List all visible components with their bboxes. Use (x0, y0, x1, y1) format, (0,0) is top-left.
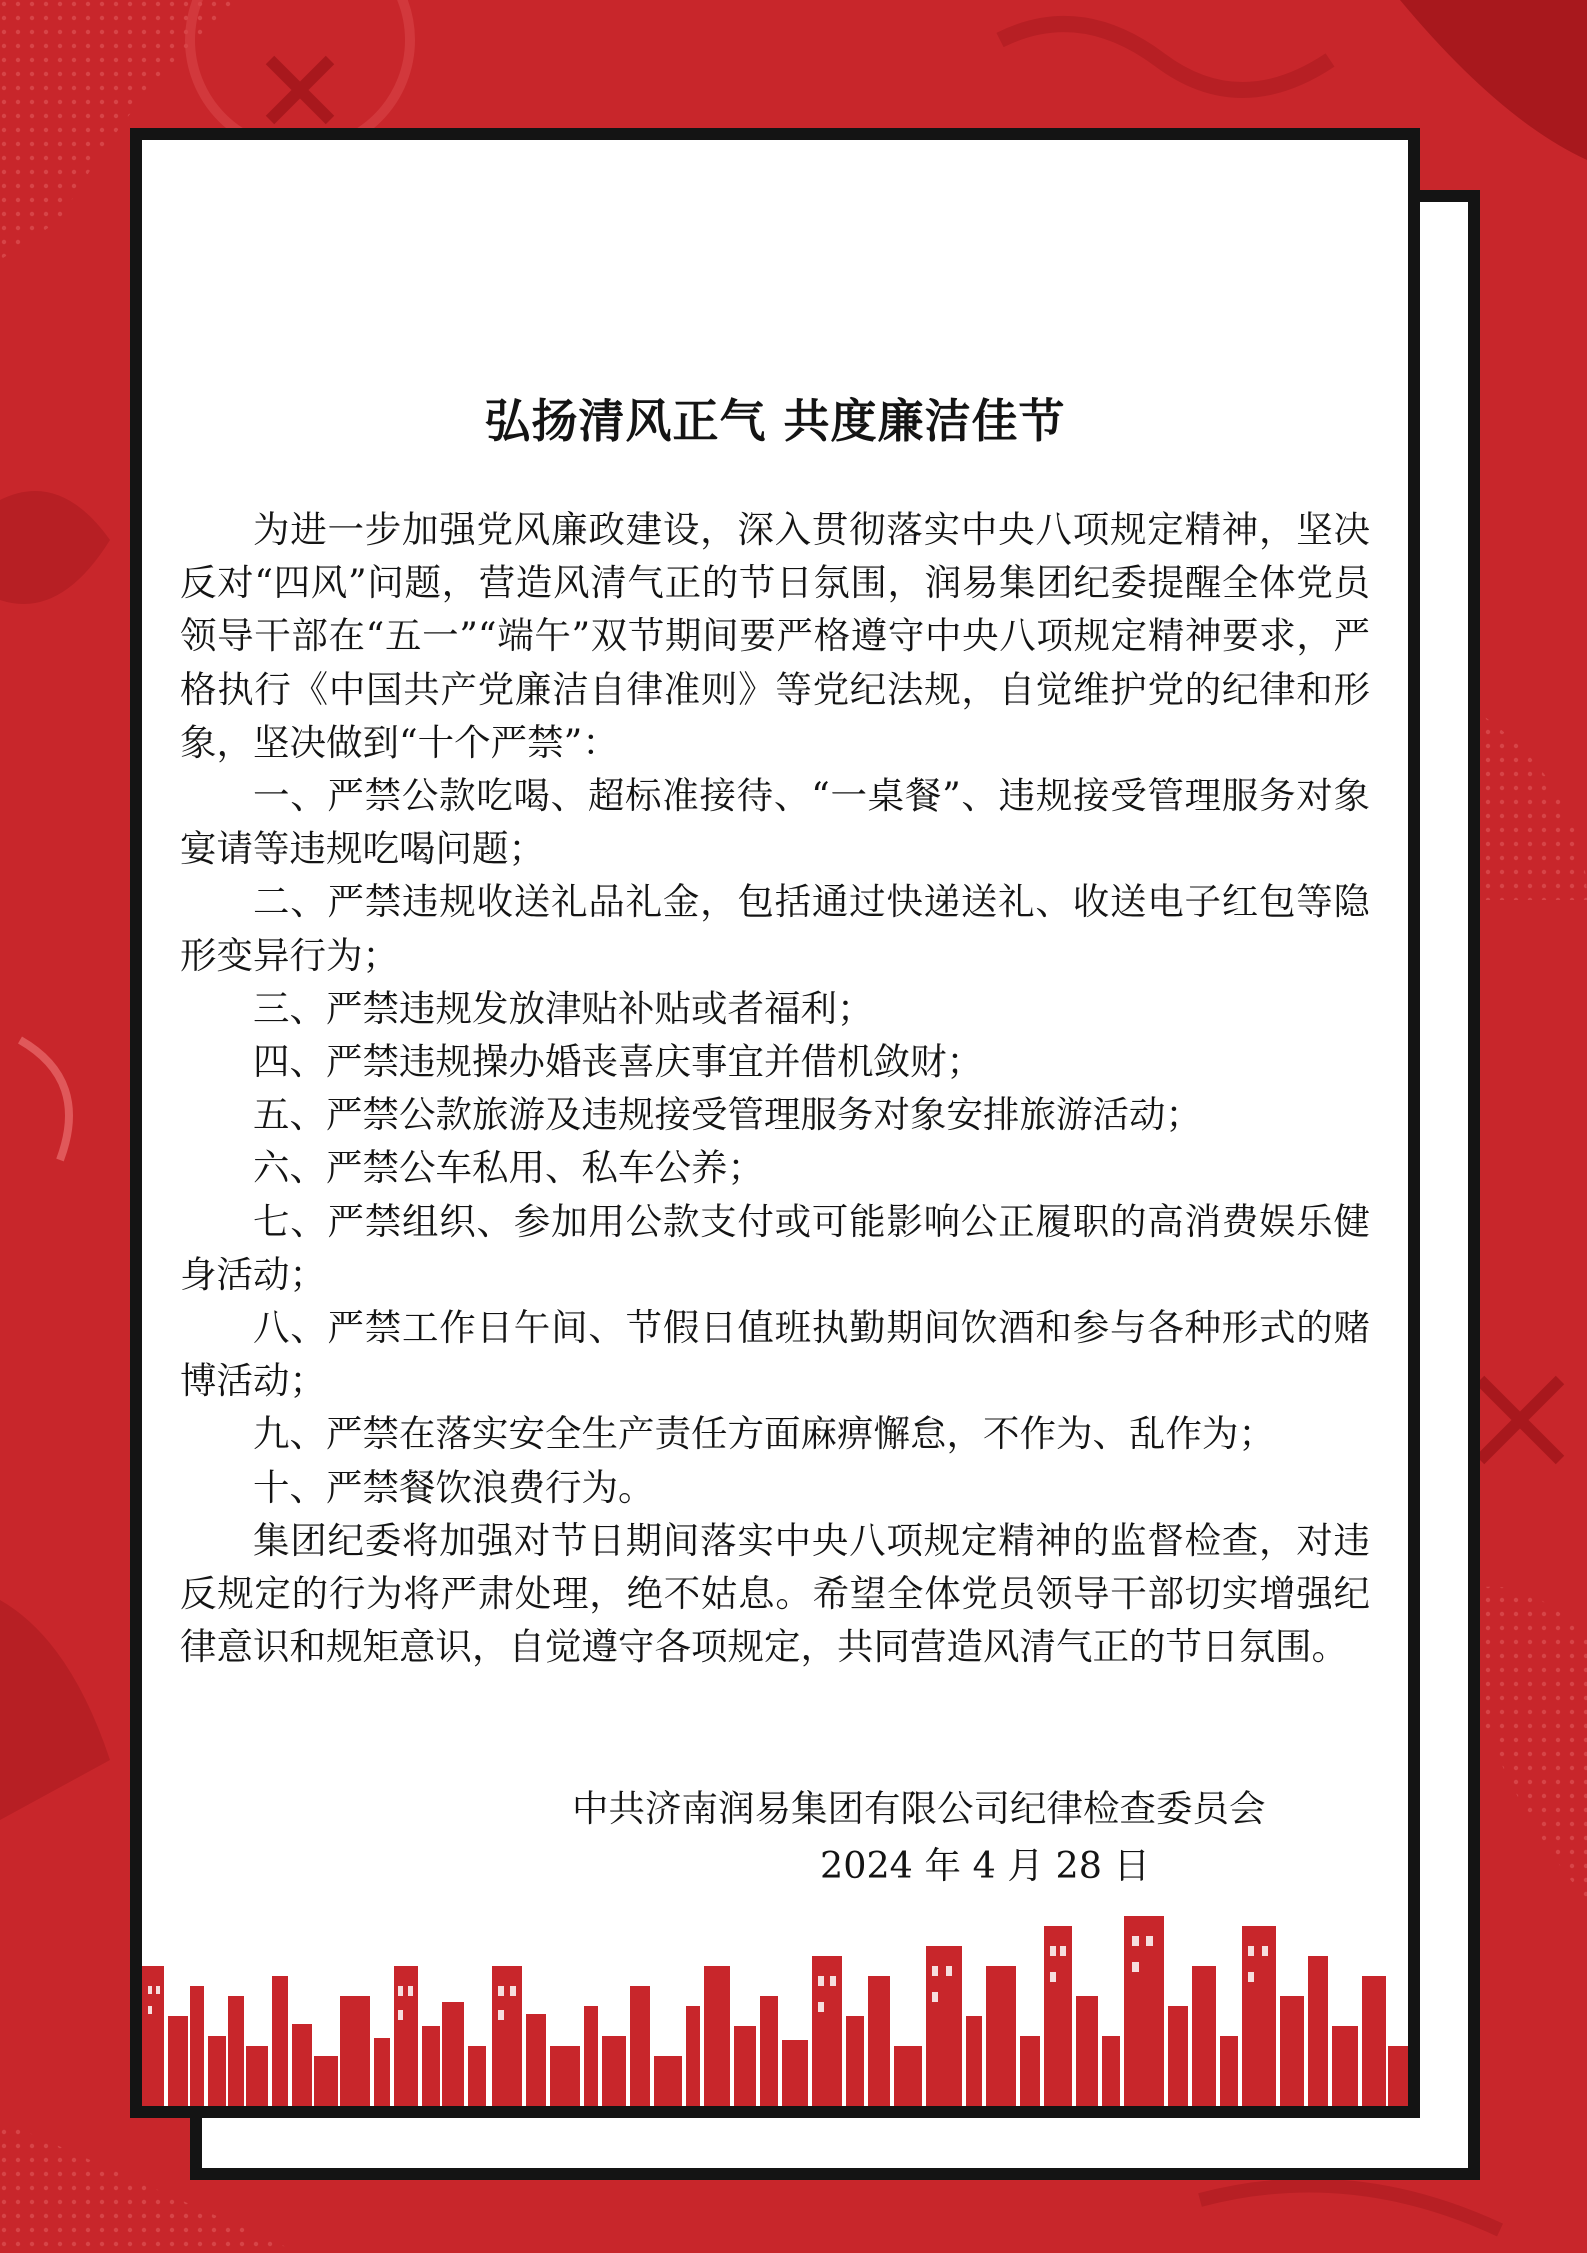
notice-frame (130, 128, 1420, 2118)
city-skyline-illustration (142, 1906, 1408, 2106)
prohibition-item-8: 八、严禁工作日午间、节假日值班执勤期间饮酒和参与各种形式的赌博活动； (180, 1306, 1370, 1403)
closing-paragraph: 集团纪委将加强对节日期间落实中央八项规定精神的监督检查，对违反规定的行为将严肃处理，绝不姑息。希望全体党员领导干部切实增强纪律意识和规矩意识，自觉遵守各项规定，共同营造风清气正的节日氛围。 (180, 1518, 1370, 1669)
prohibition-item-7: 七、严禁组织、参加用公款支付或可能影响公正履职的高消费娱乐健身活动； (180, 1199, 1370, 1296)
prohibition-item-2: 二、严禁违规收送礼品礼金，包括通过快递送礼、收送电子红包等隐形变异行为； (180, 880, 1370, 977)
notice-body (180, 503, 1370, 1673)
prohibition-item-3: 三、严禁违规发放津贴补贴或者福利； (253, 986, 874, 1030)
prohibition-item-5: 五、严禁公款旅游及违规接受管理服务对象安排旅游活动； (253, 1093, 1202, 1137)
signature-organization: 中共济南润易集团有限公司纪律检查委员会 (572, 1787, 1266, 1830)
signature-date: 2024 年 4 月 28 日 (820, 1844, 1151, 1887)
prohibition-item-10: 十、严禁餐饮浪费行为。 (253, 1465, 655, 1509)
prohibition-item-4: 四、严禁违规操办婚丧喜庆事宜并借机敛财； (253, 1040, 983, 1084)
intro-paragraph: 为进一步加强党风廉政建设，深入贯彻落实中央八项规定精神，坚决反对“四风”问题，营造风清气正的节日氛围，润易集团纪委提醒全体党员领导干部在“五一”“端午”双节期间要严格遵守中央八项规定精神要求，严格执行《中国共产党廉洁自律准则》等党纪法规，自觉维护党的纪律和形象，坚决做到“十个严禁”： (180, 508, 1370, 764)
notice-title: 弘扬清风正气 共度廉洁佳节 (484, 394, 1066, 448)
prohibition-item-1: 一、严禁公款吃喝、超标准接待、“一桌餐”、违规接受管理服务对象宴请等违规吃喝问题； (180, 774, 1370, 871)
prohibition-item-6: 六、严禁公车私用、私车公养； (253, 1146, 764, 1190)
prohibition-item-9: 九、严禁在落实安全生产责任方面麻痹懈怠，不作为、乱作为； (253, 1412, 1275, 1456)
